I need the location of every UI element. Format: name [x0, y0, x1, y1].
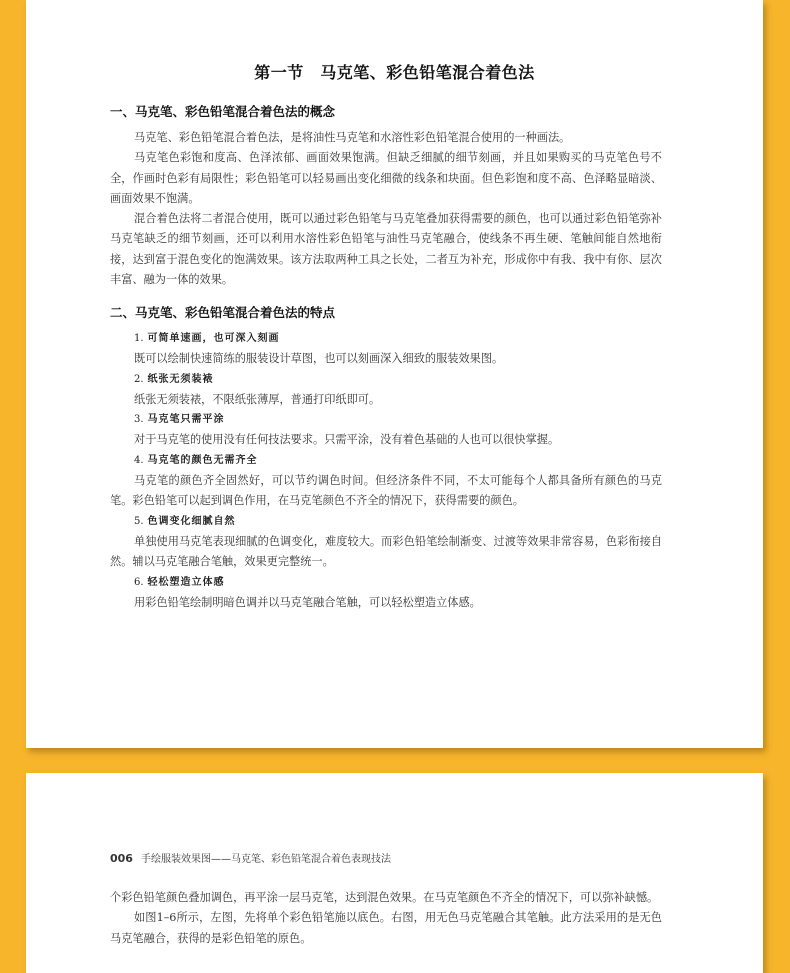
section-title: 第一节 马克笔、彩色铅笔混合着色法 — [254, 63, 535, 82]
running-header — [110, 850, 391, 865]
feature-text: 单独使用马克笔表现细腻的色调变化，难度较大。而彩色铅笔绘制渐变、过渡等效果非常容易，色彩衔接自然。辅以马克笔融合笔触，效果更完整统一。 — [110, 534, 662, 569]
paragraph: 马克笔、彩色铅笔混合着色法，是将油性马克笔和水溶性彩色铅笔混合使用的一种画法。 — [134, 131, 571, 144]
section-1 — [110, 101, 662, 290]
feature-title: 1. 可简单速画，也可深入刻画 — [134, 333, 280, 344]
feature-text: 对于马克笔的使用没有任何技法要求。只需平涂，没有着色基础的人也可以很快掌握。 — [134, 433, 560, 447]
feature-text: 纸张无须装裱，不限纸张薄厚，普通打印纸即可。 — [134, 392, 381, 406]
feature-text: 马克笔的颜色齐全固然好，可以节约调色时间。但经济条件不同，不太可能每个人都具备所有颜色的马克笔。彩色铅笔可以起到调色作用，在马克笔颜色不齐全的情况下，获得需要的颜色。 — [110, 474, 662, 508]
paragraph: 混合着色法将二者混合使用，既可以通过彩色铅笔与马克笔叠加获得需要的颜色，也可以通过彩色铅笔弥补马克笔缺乏的细节刻画，还可以利用水溶性彩色铅笔与油性马克笔融合，使线条不再生硬、笔触间能自然地衔接，达到富于混色变化的饱满效果。该方法取两种工具之长处，二者互为补充，形成你中有我、我中有你、层次丰富、融为一体的效果。 — [110, 212, 662, 287]
feature-title: 2. 纸张无须装裱 — [134, 373, 214, 385]
paragraph: 个彩色铅笔颜色叠加调色，再平涂一层马克笔，达到混色效果。在马克笔颜色不齐全的情况下，可以弥补缺憾。 — [110, 891, 659, 904]
feature-title: 3. 马克笔只需平涂 — [134, 414, 225, 426]
feature-title: 4. 马克笔的颜色无需齐全 — [134, 454, 258, 466]
page-bottom — [26, 773, 763, 973]
page-2-body — [110, 888, 662, 949]
feature-text: 既可以绘制快速简练的服装设计草图，也可以刻画深入细致的服装效果图。 — [134, 352, 504, 366]
section-1-heading: 一、马克笔、彩色铅笔混合着色法的概念 — [110, 104, 336, 119]
feature-title: 5. 色调变化细腻自然 — [134, 515, 236, 527]
paragraph: 如图1–6所示，左图，先将单个彩色铅笔施以底色。右图，用无色马克笔融合其笔触。此方法采用的是无色马克笔融合，获得的是彩色铅笔的原色。 — [110, 911, 662, 945]
paragraph: 马克笔色彩饱和度高、色泽浓郁、画面效果饱满。但缺乏细腻的细节刻画，并且如果购买的马克笔色号不全，作画时色彩有局限性；彩色铅笔可以轻易画出变化细微的线条和块面。但色彩饱和度不高、色泽略显暗淡、画面效果不饱满。 — [110, 151, 662, 205]
feature-text: 用彩色铅笔绘制明暗色调并以马克笔融合笔触，可以轻松塑造立体感。 — [134, 595, 481, 609]
running-title: 手绘服装效果图——马克笔、彩色铅笔混合着色表现技法 — [140, 854, 391, 865]
section-2 — [110, 302, 662, 613]
page-top — [26, 0, 763, 748]
section-2-heading: 二、马克笔、彩色铅笔混合着色法的特点 — [110, 305, 336, 320]
feature-title: 6. 轻松塑造立体感 — [134, 576, 225, 588]
page-number: 006 — [110, 852, 133, 865]
